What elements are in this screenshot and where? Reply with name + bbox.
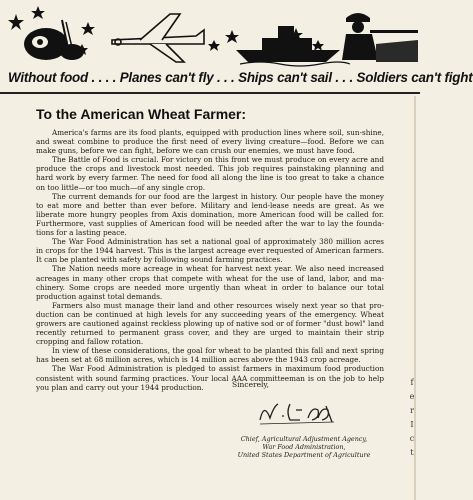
- letter-heading: To the American Wheat Farmer:: [36, 106, 247, 122]
- signatory-line: War Food Administration,: [262, 442, 346, 451]
- margin-mark: f: [410, 378, 414, 387]
- star-icon: [208, 40, 220, 51]
- margin-mark: I: [410, 420, 414, 429]
- ship-icon: [236, 26, 350, 66]
- margin-marks: [407, 376, 417, 460]
- signatory-line: Chief, Agricultural Adjustment Agency,: [240, 435, 368, 443]
- star-icon: [81, 22, 95, 35]
- handwritten-signature: [256, 398, 336, 428]
- war-illustrations: [0, 0, 420, 70]
- margin-mark: c: [409, 434, 415, 443]
- letter-paragraph: America's farms are its food plants, equipped with production lines where soil, sun-shine, and sweat combine to produce the first need of every living creature—food. Before we can make guns, before we can fight, before we can crush our enemies, we must have food.: [36, 128, 384, 156]
- star-icon: [31, 6, 45, 19]
- letter-body: [36, 128, 384, 392]
- signatory-title: [234, 436, 374, 459]
- margin-mark: r: [410, 406, 414, 415]
- letter-paragraph: Farmers also must manage their land and other resources wisely next year so that pro-duction can be continued at high levels for any succeeding years of the emergency. Wheat growers are cautioned against reckless plowing up of native sod or of former "dust bowl" land recently returned to permanent grass cover, and they are urged to maintain their strip cropping and fallow rotation.: [36, 300, 384, 347]
- star-icon: [8, 14, 24, 30]
- star-icon: [225, 30, 239, 43]
- letter-paragraph: The current demands for our food are the largest in history. Our people have the money to eat more and better than ever before. Military and lend-lease needs are great. As we liberate more hungry peoples from Axis domination, more American food will be called for. Furthermore, vast supplies of American food will be needed after the war to lay the founda-tions for a lasting peace.: [36, 191, 384, 238]
- letter-paragraph: The War Food Administration has set a national goal of approximately 380 million acres in crops for the 1944 harvest. This is the largest acreage ever requested of American farmers. It can be planted with safety by following sound farming practices.: [36, 237, 384, 265]
- slogan-text: Without food . . . . Planes can't fly . . . Ships can't sail . . . Soldiers can't fight: [8, 70, 473, 85]
- banner-divider: [0, 92, 420, 94]
- letter-paragraph: In view of these considerations, the goal for wheat to be planted this fall and next spring has been set at 68 million acres, which is 14 million acres above the 1943 crop acreage.: [36, 346, 384, 365]
- star-icon: [312, 40, 324, 51]
- letter-paragraph: The Battle of Food is crucial. For victory on this front we must produce on every acre and produce the crops and livestock most needed. This job requires painstaking planning and hard work by every farmer. The need for food all along the line is too great to take a chance on too little—or too much—of any single crop.: [36, 155, 384, 192]
- food-icon: [24, 20, 84, 60]
- letter-closing: Sincerely,: [232, 380, 270, 389]
- letter-paragraph: The War Food Administration is pledged to assist farmers in maximum food production consistent with sound farming practices. Your local AAA committeeman is on the job to help you plan and carry out your 1944 production.: [36, 364, 384, 392]
- signatory-line: United States Department of Agriculture: [237, 450, 371, 459]
- letter-paragraph: The Nation needs more acreage in wheat for harvest next year. We also need increased acreages in many other crops that compete with wheat for the use of land, labor, and ma-chinery. Some crops are needed more urgently than wheat in order to balance our total production against total demands.: [36, 264, 384, 301]
- margin-mark: t: [410, 448, 414, 457]
- plane-icon: [112, 14, 204, 62]
- slogan-banner: [0, 0, 473, 96]
- margin-mark: e: [409, 392, 415, 401]
- soldier-icon: [342, 13, 418, 62]
